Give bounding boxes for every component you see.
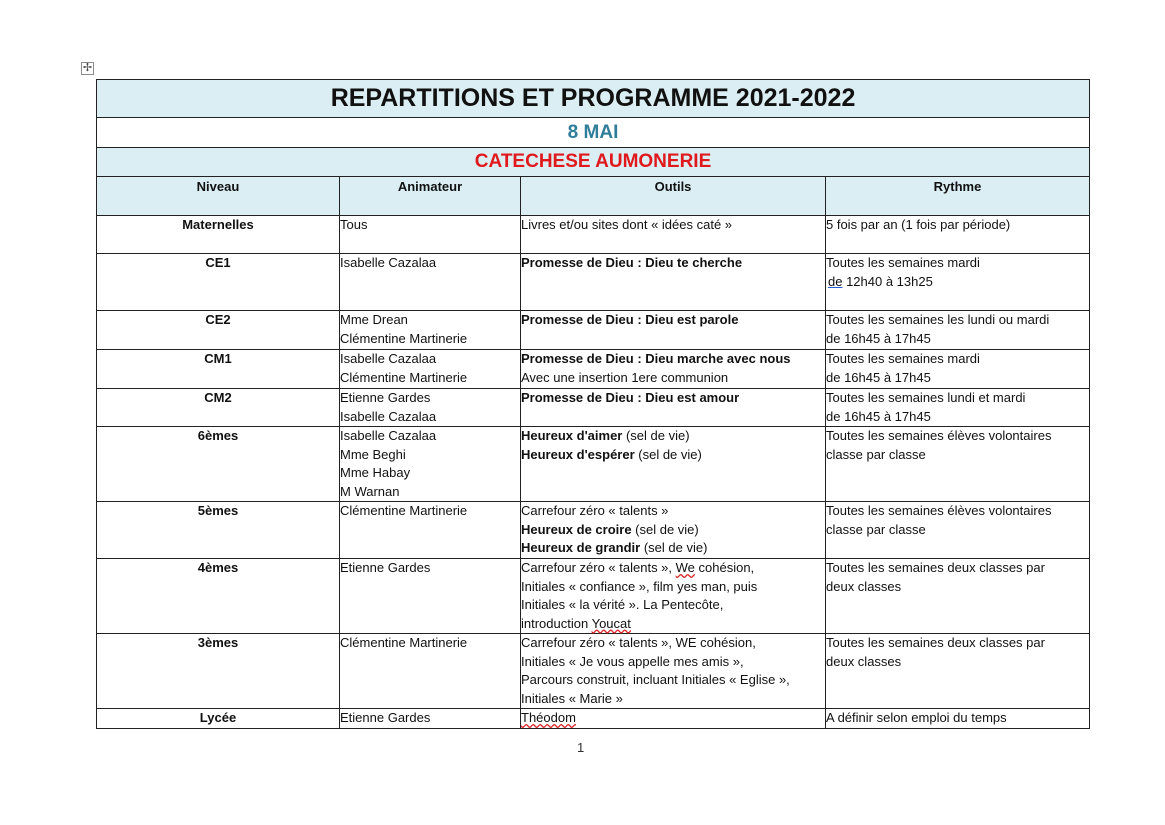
column-header-rythme: Rythme — [826, 177, 1090, 216]
animateur-cell: Clémentine Martinerie — [340, 634, 521, 709]
outils-line: Heureux de croire (sel de vie) — [521, 521, 699, 537]
table-row — [97, 709, 1090, 729]
animateur-cell: Etienne Gardes — [340, 559, 521, 634]
page-number: 1 — [577, 740, 585, 755]
outils-cell: Carrefour zéro « talents », WE cohésion, Initiales « Je vous appelle mes amis », Parcours construit, incluant Initiales « Eglise », Initiales « Marie » — [521, 634, 826, 709]
outils-cell: Promesse de Dieu : Dieu te cherche — [521, 254, 826, 311]
outils-cell: Promesse de Dieu : Dieu est parole — [521, 311, 826, 350]
table-row — [97, 350, 1090, 389]
rythme-line-ce1: de 12h40 à 13h25 — [828, 273, 933, 289]
table-row — [97, 634, 1090, 709]
section-heading: CATECHESE AUMONERIE — [97, 148, 1090, 177]
page-title: REPARTITIONS ET PROGRAMME 2021-2022 — [97, 80, 1090, 118]
outils-cell: Promesse de Dieu : Dieu marche avec nous Avec une insertion 1ere communion — [521, 350, 826, 389]
outils-line: Heureux d'aimer (sel de vie) — [521, 428, 690, 443]
animateur-cell: Mme Drean Clémentine Martinerie — [340, 311, 521, 350]
column-header-animateur: Animateur — [340, 177, 521, 216]
outils-line: Heureux de grandir (sel de vie) — [521, 540, 708, 555]
animateur-cell: Clémentine Martinerie — [340, 502, 521, 559]
rythme-cell: 5 fois par an (1 fois par période) — [826, 216, 1090, 254]
rythme-cell: Toutes les semaines deux classes par deux classes — [826, 634, 1090, 709]
outils-cell: Livres et/ou sites dont « idées caté » — [521, 216, 826, 254]
table-row — [97, 389, 1090, 427]
level-cell: CE2 — [97, 311, 340, 350]
outils-cell: Carrefour zéro « talents », We cohésion, Initiales « confiance », film yes man, puis Initiales « la vérité ». La Pentecôte, introduction Youcat — [521, 559, 826, 634]
column-header-niveau: Niveau — [97, 177, 340, 216]
level-cell: CM1 — [97, 350, 340, 389]
level-cell: CE1 — [97, 254, 340, 311]
table-move-handle[interactable]: ✢ — [82, 62, 93, 74]
outils-cell: Promesse de Dieu : Dieu est amour — [521, 389, 826, 427]
level-cell: Maternelles — [97, 216, 340, 254]
animateur-cell: Isabelle Cazalaa — [340, 254, 521, 311]
rythme-cell: A définir selon emploi du temps — [826, 709, 1090, 729]
table-row — [97, 216, 1090, 254]
schedule-table — [96, 79, 1090, 729]
animateur-cell: Tous — [340, 216, 521, 254]
level-cell: CM2 — [97, 389, 340, 427]
outils-cell: Théodom — [521, 709, 826, 729]
level-cell: Lycée — [97, 709, 340, 729]
table-row — [97, 311, 1090, 350]
column-header-outils: Outils — [521, 177, 826, 216]
outils-line: Carrefour zéro « talents », We cohésion, — [521, 560, 755, 575]
rythme-cell: Toutes les semaines mardi de 12h40 à 13h25 — [826, 254, 1090, 311]
level-cell: 6èmes — [97, 427, 340, 502]
outils-line: introduction Youcat — [521, 615, 631, 631]
table-row — [97, 427, 1090, 502]
level-cell: 4èmes — [97, 559, 340, 634]
outils-cell — [521, 427, 826, 502]
level-cell: 5èmes — [97, 502, 340, 559]
rythme-cell: Toutes les semaines élèves volontaires classe par classe — [826, 427, 1090, 502]
table-row — [97, 559, 1090, 634]
rythme-cell: Toutes les semaines deux classes par deux classes — [826, 559, 1090, 634]
header-row — [97, 177, 1090, 216]
animateur-cell: Isabelle Cazalaa Clémentine Martinerie — [340, 350, 521, 389]
rythme-cell: Toutes les semaines les lundi ou mardi de 16h45 à 17h45 — [826, 311, 1090, 350]
table-row — [97, 254, 1090, 311]
animateur-cell: Isabelle Cazalaa Mme Beghi Mme Habay M Warnan — [340, 427, 521, 502]
table-row — [97, 502, 1090, 559]
animateur-cell: Etienne Gardes Isabelle Cazalaa — [340, 389, 521, 427]
rythme-cell: Toutes les semaines élèves volontaires classe par classe — [826, 502, 1090, 559]
date-heading: 8 MAI — [97, 118, 1090, 148]
animateur-cell: Etienne Gardes — [340, 709, 521, 729]
rythme-cell: Toutes les semaines lundi et mardi de 16h45 à 17h45 — [826, 389, 1090, 427]
outils-line: Heureux d'espérer (sel de vie) — [521, 446, 702, 462]
rythme-cell: Toutes les semaines mardi de 16h45 à 17h45 — [826, 350, 1090, 389]
level-cell: 3èmes — [97, 634, 340, 709]
outils-cell: Carrefour zéro « talents » Heureux de croire (sel de vie) Heureux de grandir (sel de vie) — [521, 502, 826, 559]
